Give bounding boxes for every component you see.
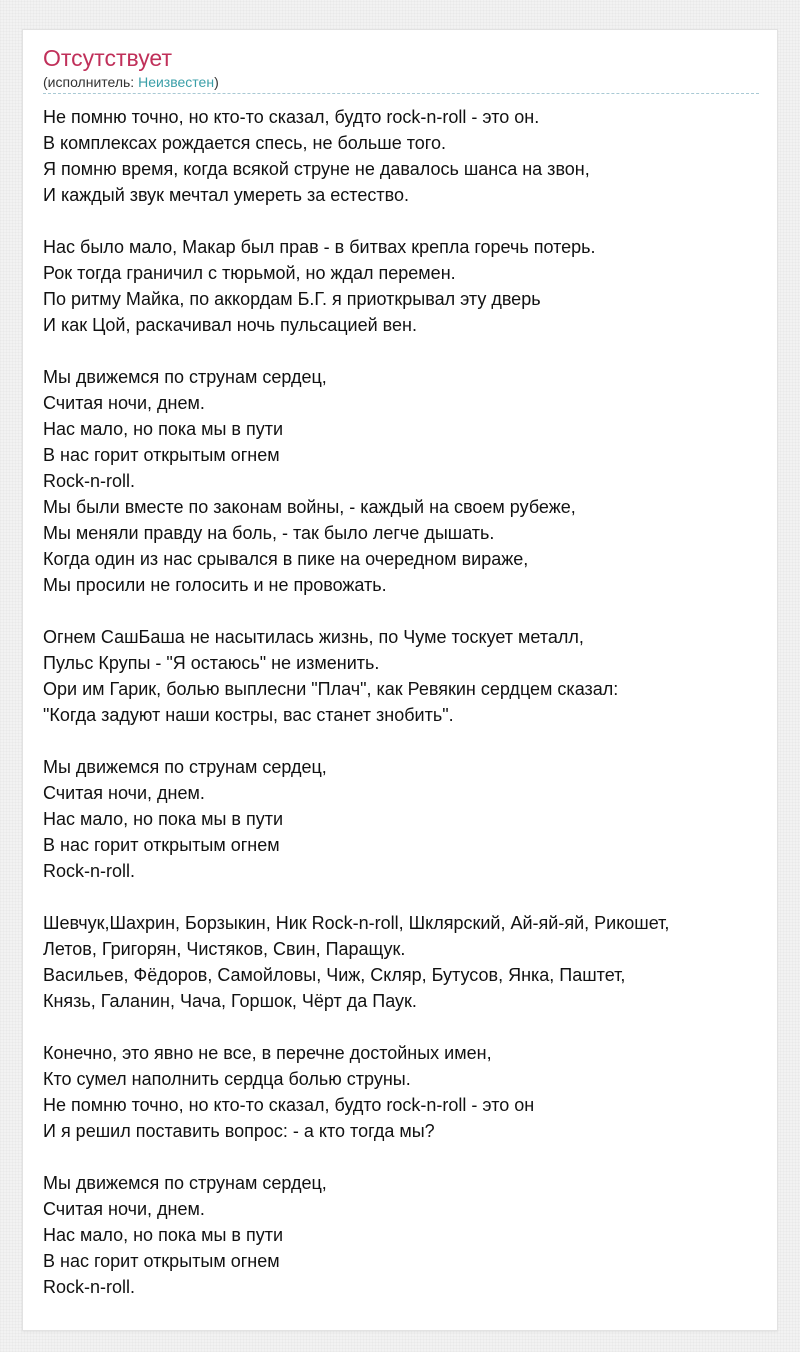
lyric-line: В нас горит открытым огнем bbox=[43, 835, 280, 855]
lyric-line: И каждый звук мечтал умереть за естество. bbox=[43, 185, 409, 205]
lyric-line: И как Цой, раскачивал ночь пульсацией вен. bbox=[43, 315, 417, 335]
lyric-line: Когда один из нас срывался в пике на очередном вираже, bbox=[43, 549, 529, 569]
lyric-line: Мы движемся по струнам сердец, bbox=[43, 1173, 327, 1193]
lyric-line: Считая ночи, днем. bbox=[43, 783, 205, 803]
artist-prefix: (исполнитель: bbox=[43, 74, 139, 90]
lyric-line: Нас было мало, Макар был прав - в битвах крепла горечь потерь. bbox=[43, 237, 596, 257]
song-title: Отсутствует bbox=[43, 45, 172, 71]
lyric-line: Кто сумел наполнить сердца болью струны. bbox=[43, 1069, 411, 1089]
lyric-line: Конечно, это явно не все, в перечне достойных имен, bbox=[43, 1043, 492, 1063]
lyric-line: Считая ночи, днем. bbox=[43, 1199, 205, 1219]
lyric-line: Rock-n-roll. bbox=[43, 861, 136, 881]
lyric-line: Ори им Гарик, болью выплесни "Плач", как Ревякин сердцем сказал: bbox=[43, 679, 619, 699]
stanza bbox=[43, 754, 763, 884]
stanza bbox=[43, 1170, 763, 1300]
lyric-line: Нас мало, но пока мы в пути bbox=[43, 419, 284, 439]
lyric-line: И я решил поставить вопрос: - а кто тогда мы? bbox=[43, 1121, 435, 1141]
lyric-line: Нас мало, но пока мы в пути bbox=[43, 1225, 284, 1245]
lyric-line: Rock-n-roll. bbox=[43, 1277, 136, 1297]
lyric-line: В нас горит открытым огнем bbox=[43, 445, 280, 465]
lyric-line: Я помню время, когда всякой струне не давалось шанса на звон, bbox=[43, 159, 590, 179]
lyric-line: По ритму Майка, по аккордам Б.Г. я приоткрывал эту дверь bbox=[43, 289, 541, 309]
lyric-line: Не помню точно, но кто-то сказал, будто rock-n-roll - это он. bbox=[43, 107, 540, 127]
lyric-line: Пульс Крупы - "Я остаюсь" не изменить. bbox=[43, 653, 380, 673]
lyric-line: В нас горит открытым огнем bbox=[43, 1251, 280, 1271]
lyric-line: Огнем СашБаша не насытилась жизнь, по Чуме тоскует металл, bbox=[43, 627, 584, 647]
lyric-line: Мы были вместе по законам войны, - каждый на своем рубеже, bbox=[43, 497, 576, 517]
lyric-line: В комплексах рождается спесь, не больше того. bbox=[43, 133, 446, 153]
artist-line bbox=[43, 73, 219, 91]
artist-link[interactable]: Неизвестен bbox=[138, 74, 215, 90]
artist-suffix: ) bbox=[214, 74, 219, 90]
lyric-line: Rock-n-roll. bbox=[43, 471, 136, 491]
stanza bbox=[43, 364, 763, 598]
lyric-line: Не помню точно, но кто-то сказал, будто rock-n-roll - это он bbox=[43, 1095, 535, 1115]
lyric-line: Мы просили не голосить и не провожать. bbox=[43, 575, 387, 595]
lyric-line: Мы движемся по струнам сердец, bbox=[43, 367, 327, 387]
lyrics-card bbox=[22, 29, 778, 1331]
lyric-line: Нас мало, но пока мы в пути bbox=[43, 809, 284, 829]
stanza bbox=[43, 624, 763, 728]
title-divider bbox=[43, 93, 759, 94]
stanza bbox=[43, 234, 763, 338]
lyric-line: Князь, Галанин, Чача, Горшок, Чёрт да Паук. bbox=[43, 991, 417, 1011]
stanza bbox=[43, 1040, 763, 1144]
lyric-line: "Когда задуют наши костры, вас станет знобить". bbox=[43, 705, 454, 725]
lyric-line: Мы движемся по струнам сердец, bbox=[43, 757, 327, 777]
lyric-line: Васильев, Фёдоров, Самойловы, Чиж, Скляр, Бутусов, Янка, Паштет, bbox=[43, 965, 626, 985]
lyric-line: Летов, Григорян, Чистяков, Свин, Паращук. bbox=[43, 939, 406, 959]
lyric-line: Рок тогда граничил с тюрьмой, но ждал перемен. bbox=[43, 263, 456, 283]
lyrics-text bbox=[43, 104, 763, 1326]
lyric-line: Мы меняли правду на боль, - так было легче дышать. bbox=[43, 523, 495, 543]
stanza bbox=[43, 104, 763, 208]
stanza bbox=[43, 910, 763, 1014]
lyric-line: Шевчук,Шахрин, Борзыкин, Ник Rock-n-roll, Шклярский, Ай-яй-яй, Рикошет, bbox=[43, 913, 670, 933]
lyric-line: Считая ночи, днем. bbox=[43, 393, 205, 413]
